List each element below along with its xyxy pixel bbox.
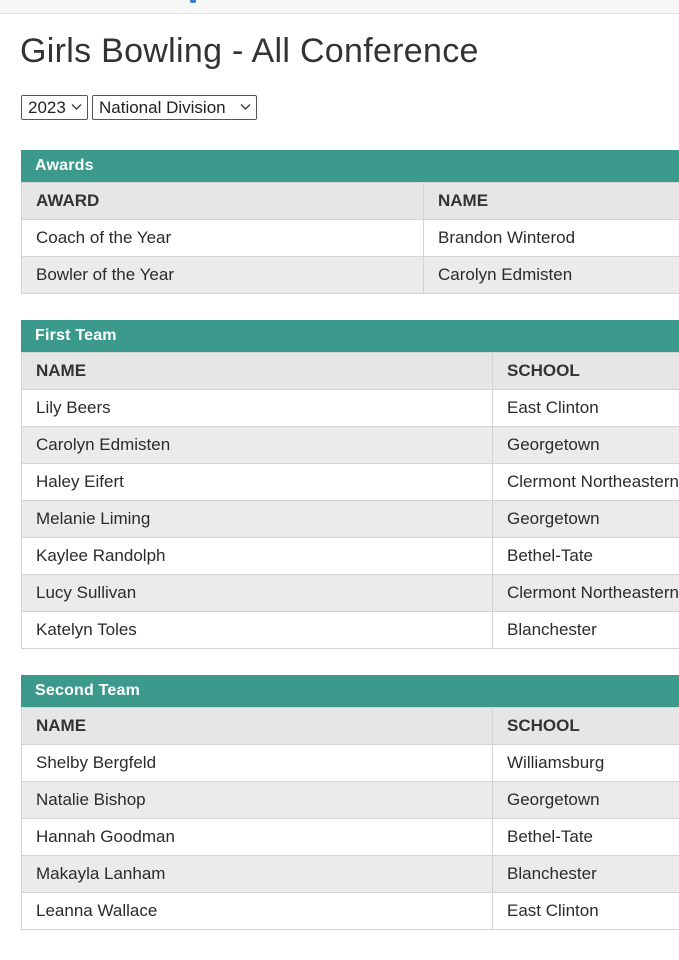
player-name-cell: Lily Beers xyxy=(22,390,493,427)
table-row xyxy=(22,612,679,649)
school-cell: Blanchester xyxy=(493,856,679,893)
table-row xyxy=(22,427,679,464)
player-name-cell: Katelyn Toles xyxy=(22,612,493,649)
player-name-cell: Hannah Goodman xyxy=(22,819,493,856)
nav-link-fragment[interactable] xyxy=(190,0,196,3)
player-name-cell: Melanie Liming xyxy=(22,501,493,538)
school-cell: Georgetown xyxy=(493,501,679,538)
player-name-cell: Makayla Lanham xyxy=(22,856,493,893)
award-cell: Coach of the Year xyxy=(22,220,424,257)
column-header-school: SCHOOL xyxy=(493,708,679,745)
division-select-value: National Division xyxy=(99,97,226,117)
section-heading: First Team xyxy=(21,320,679,352)
division-select[interactable] xyxy=(92,95,257,120)
school-cell: Georgetown xyxy=(493,782,679,819)
table-row xyxy=(22,819,679,856)
player-name-cell: Lucy Sullivan xyxy=(22,575,493,612)
school-cell: Georgetown xyxy=(493,427,679,464)
year-select[interactable] xyxy=(21,95,88,120)
column-header-name: NAME xyxy=(22,353,493,390)
table-row xyxy=(22,893,679,930)
page-title: Girls Bowling - All Conference xyxy=(20,32,479,70)
awards-table xyxy=(21,182,679,294)
school-cell: Blanchester xyxy=(493,612,679,649)
name-cell: Brandon Winterod xyxy=(424,220,679,257)
school-cell: Clermont Northeastern xyxy=(493,575,679,612)
player-name-cell: Carolyn Edmisten xyxy=(22,427,493,464)
table-row xyxy=(22,782,679,819)
school-cell: Bethel-Tate xyxy=(493,819,679,856)
player-name-cell: Shelby Bergfeld xyxy=(22,745,493,782)
column-header-name: NAME xyxy=(424,183,679,220)
school-cell: East Clinton xyxy=(493,390,679,427)
second-team-section xyxy=(21,675,679,930)
table-row xyxy=(22,220,679,257)
table-row xyxy=(22,575,679,612)
player-name-cell: Natalie Bishop xyxy=(22,782,493,819)
award-cell: Bowler of the Year xyxy=(22,257,424,294)
school-cell: Bethel-Tate xyxy=(493,538,679,575)
awards-section xyxy=(21,150,679,294)
school-cell: Williamsburg xyxy=(493,745,679,782)
second-team-table xyxy=(21,707,679,930)
player-name-cell: Haley Eifert xyxy=(22,464,493,501)
chevron-down-icon xyxy=(71,101,82,112)
table-header-row xyxy=(22,183,679,220)
section-heading: Second Team xyxy=(21,675,679,707)
chevron-down-icon xyxy=(240,101,251,112)
column-header-school: SCHOOL xyxy=(493,353,679,390)
section-heading: Awards xyxy=(21,150,679,182)
table-row xyxy=(22,390,679,427)
player-name-cell: Leanna Wallace xyxy=(22,893,493,930)
table-row xyxy=(22,745,679,782)
name-cell: Carolyn Edmisten xyxy=(424,257,679,294)
table-row xyxy=(22,538,679,575)
column-header-name: NAME xyxy=(22,708,493,745)
player-name-cell: Kaylee Randolph xyxy=(22,538,493,575)
table-row xyxy=(22,856,679,893)
first-team-section xyxy=(21,320,679,649)
year-select-value: 2023 xyxy=(28,97,66,117)
school-cell: East Clinton xyxy=(493,893,679,930)
table-header-row xyxy=(22,353,679,390)
table-row xyxy=(22,501,679,538)
first-team-table xyxy=(21,352,679,649)
table-row xyxy=(22,257,679,294)
column-header-award: AWARD xyxy=(22,183,424,220)
table-row xyxy=(22,464,679,501)
table-header-row xyxy=(22,708,679,745)
school-cell: Clermont Northeastern xyxy=(493,464,679,501)
top-nav-bar xyxy=(0,0,679,14)
